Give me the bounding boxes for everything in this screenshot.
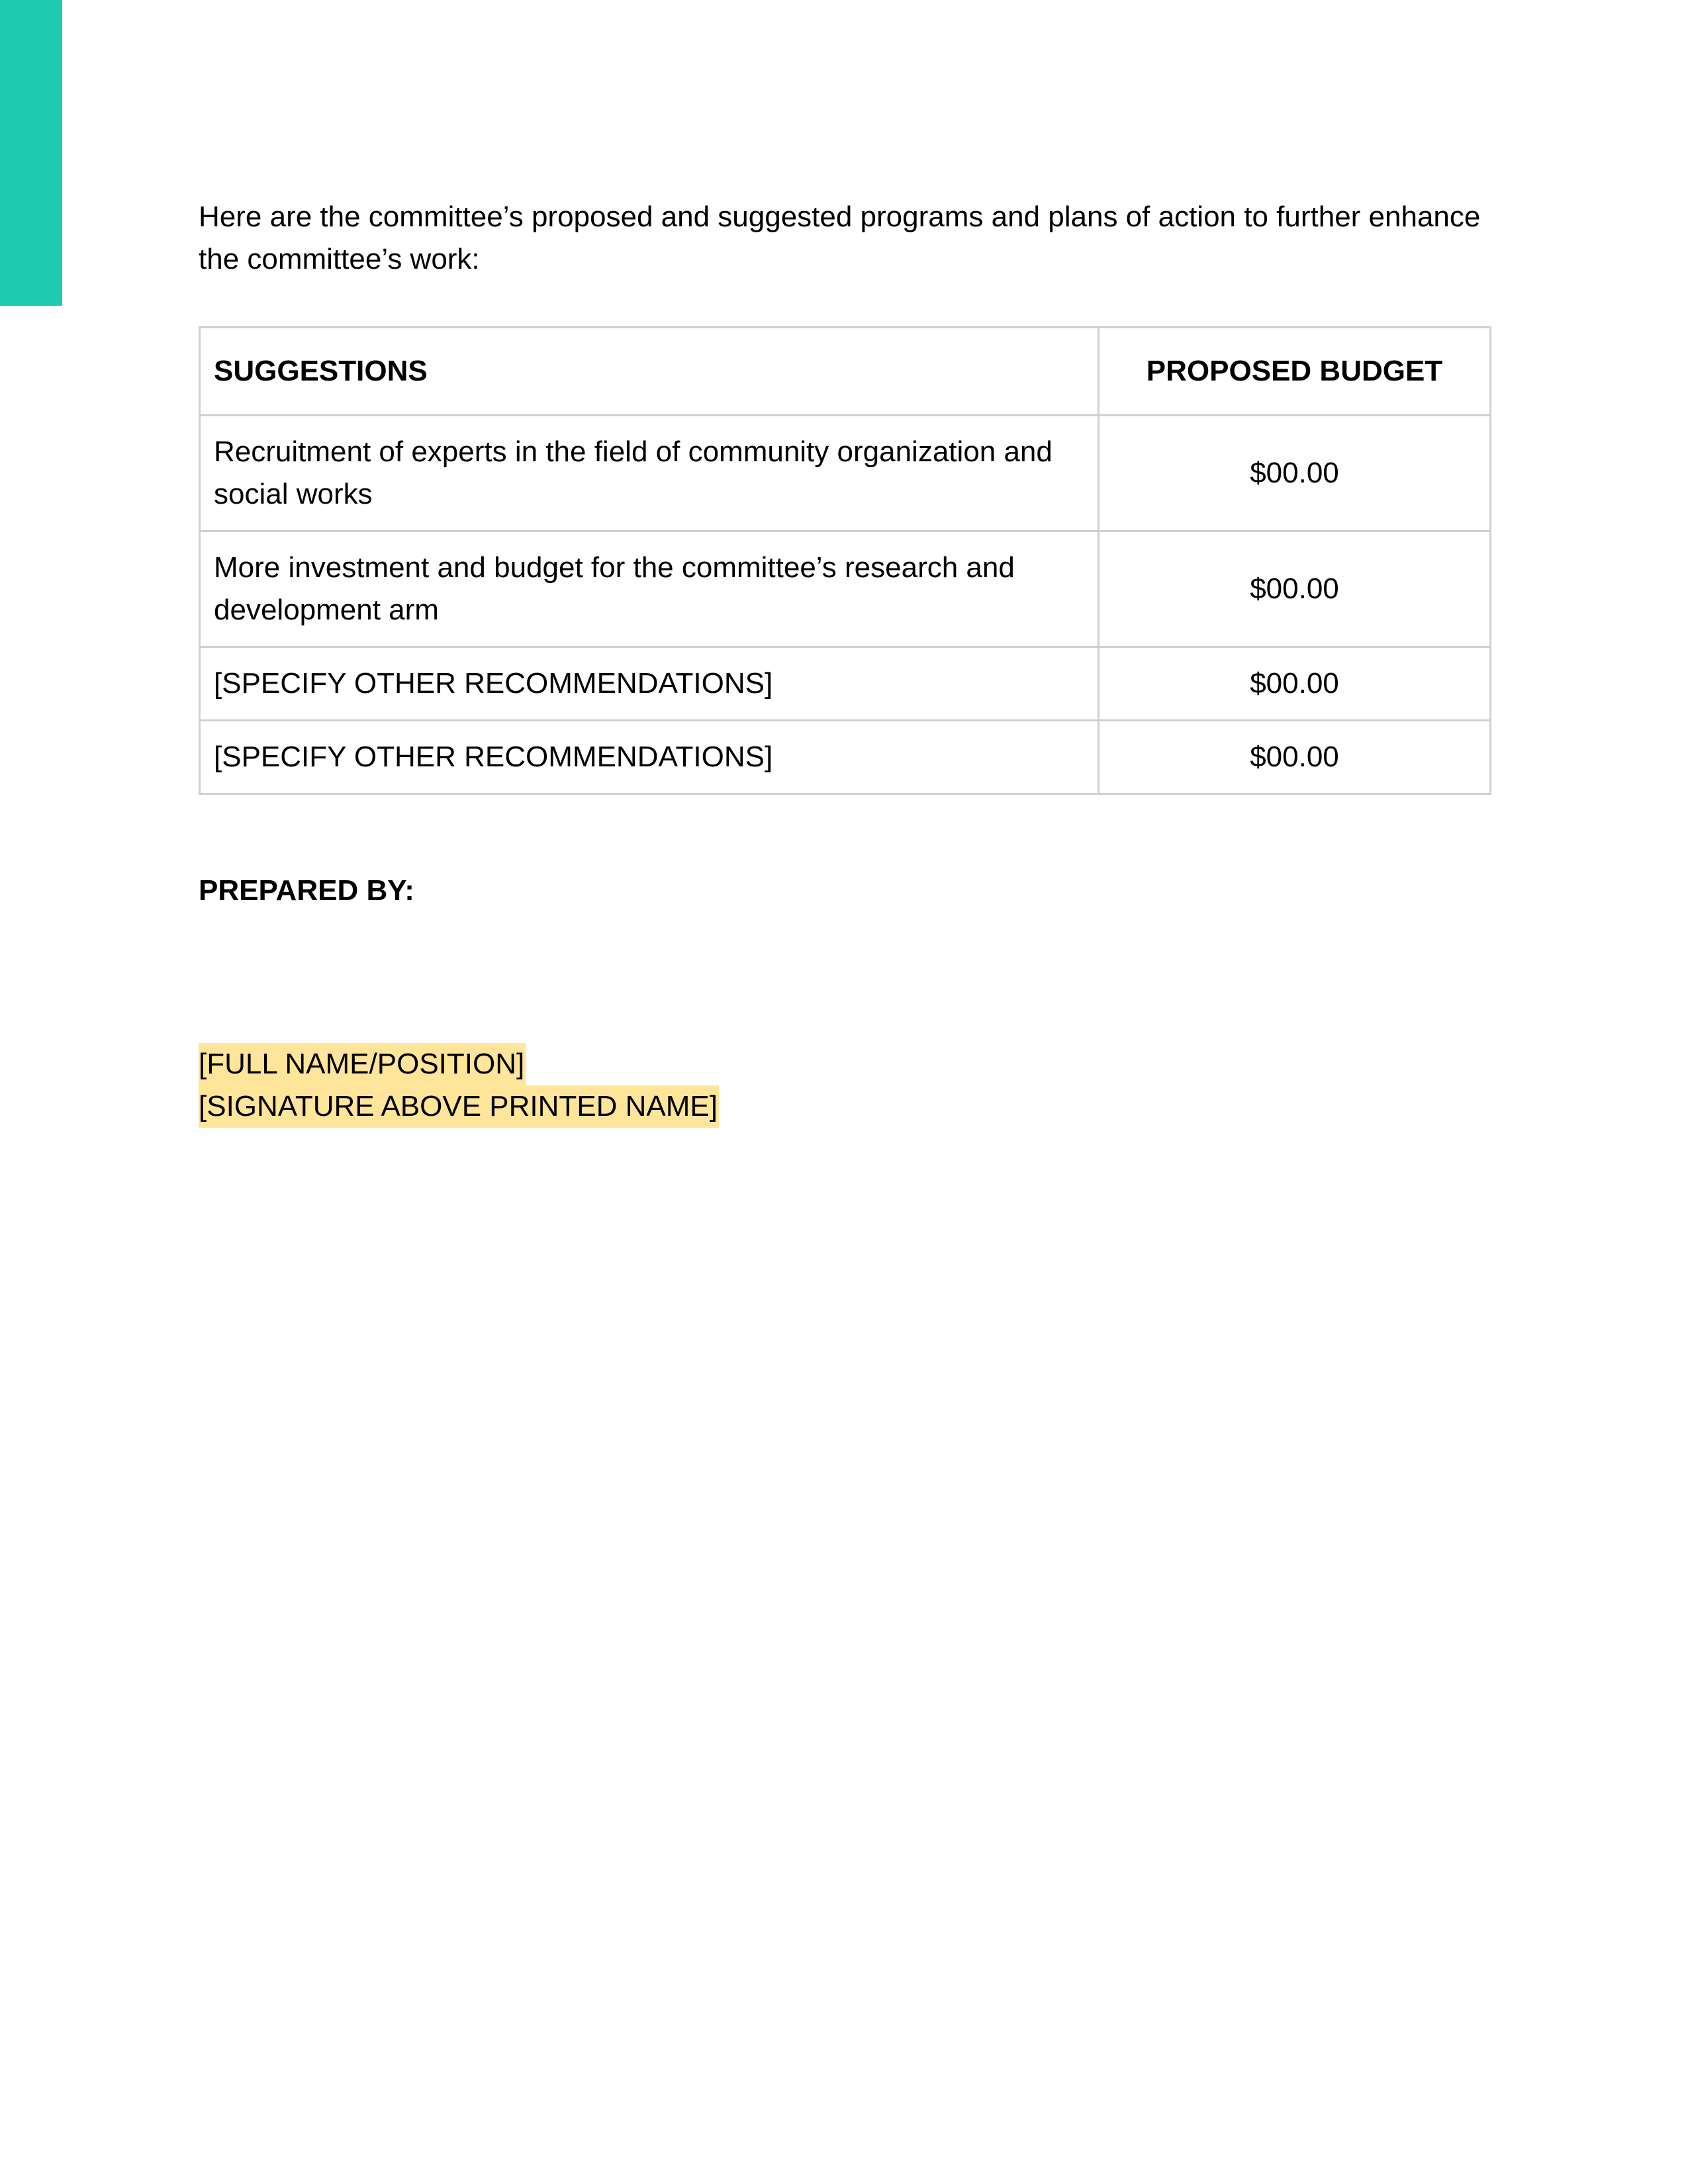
full-name-placeholder: [FULL NAME/POSITION]: [199, 1043, 526, 1085]
suggestion-cell: More investment and budget for the committee’s research and development arm: [200, 531, 1099, 647]
budget-cell: $00.00: [1099, 531, 1491, 647]
suggestions-table: [199, 326, 1491, 795]
budget-cell: $00.00: [1099, 647, 1491, 721]
prepared-by-heading: PREPARED BY:: [199, 874, 414, 907]
table-row: [200, 721, 1491, 794]
budget-cell: $00.00: [1099, 416, 1491, 531]
accent-bar: [0, 0, 62, 306]
header-suggestions: SUGGESTIONS: [200, 328, 1099, 416]
signature-block: [199, 1043, 719, 1128]
table-row: [200, 647, 1491, 721]
table-row: [200, 531, 1491, 647]
header-proposed-budget: PROPOSED BUDGET: [1099, 328, 1491, 416]
budget-cell: $00.00: [1099, 721, 1491, 794]
intro-paragraph: Here are the committee’s proposed and suggested programs and plans of action to further enhance the committee’s work:: [199, 201, 1481, 275]
suggestion-cell: [SPECIFY OTHER RECOMMENDATIONS]: [200, 721, 1099, 794]
suggestion-cell: Recruitment of experts in the field of community organization and social works: [200, 416, 1099, 531]
suggestion-cell: [SPECIFY OTHER RECOMMENDATIONS]: [200, 647, 1099, 721]
table-header-row: [200, 328, 1491, 416]
signature-placeholder: [SIGNATURE ABOVE PRINTED NAME]: [199, 1085, 719, 1128]
table-row: [200, 416, 1491, 531]
